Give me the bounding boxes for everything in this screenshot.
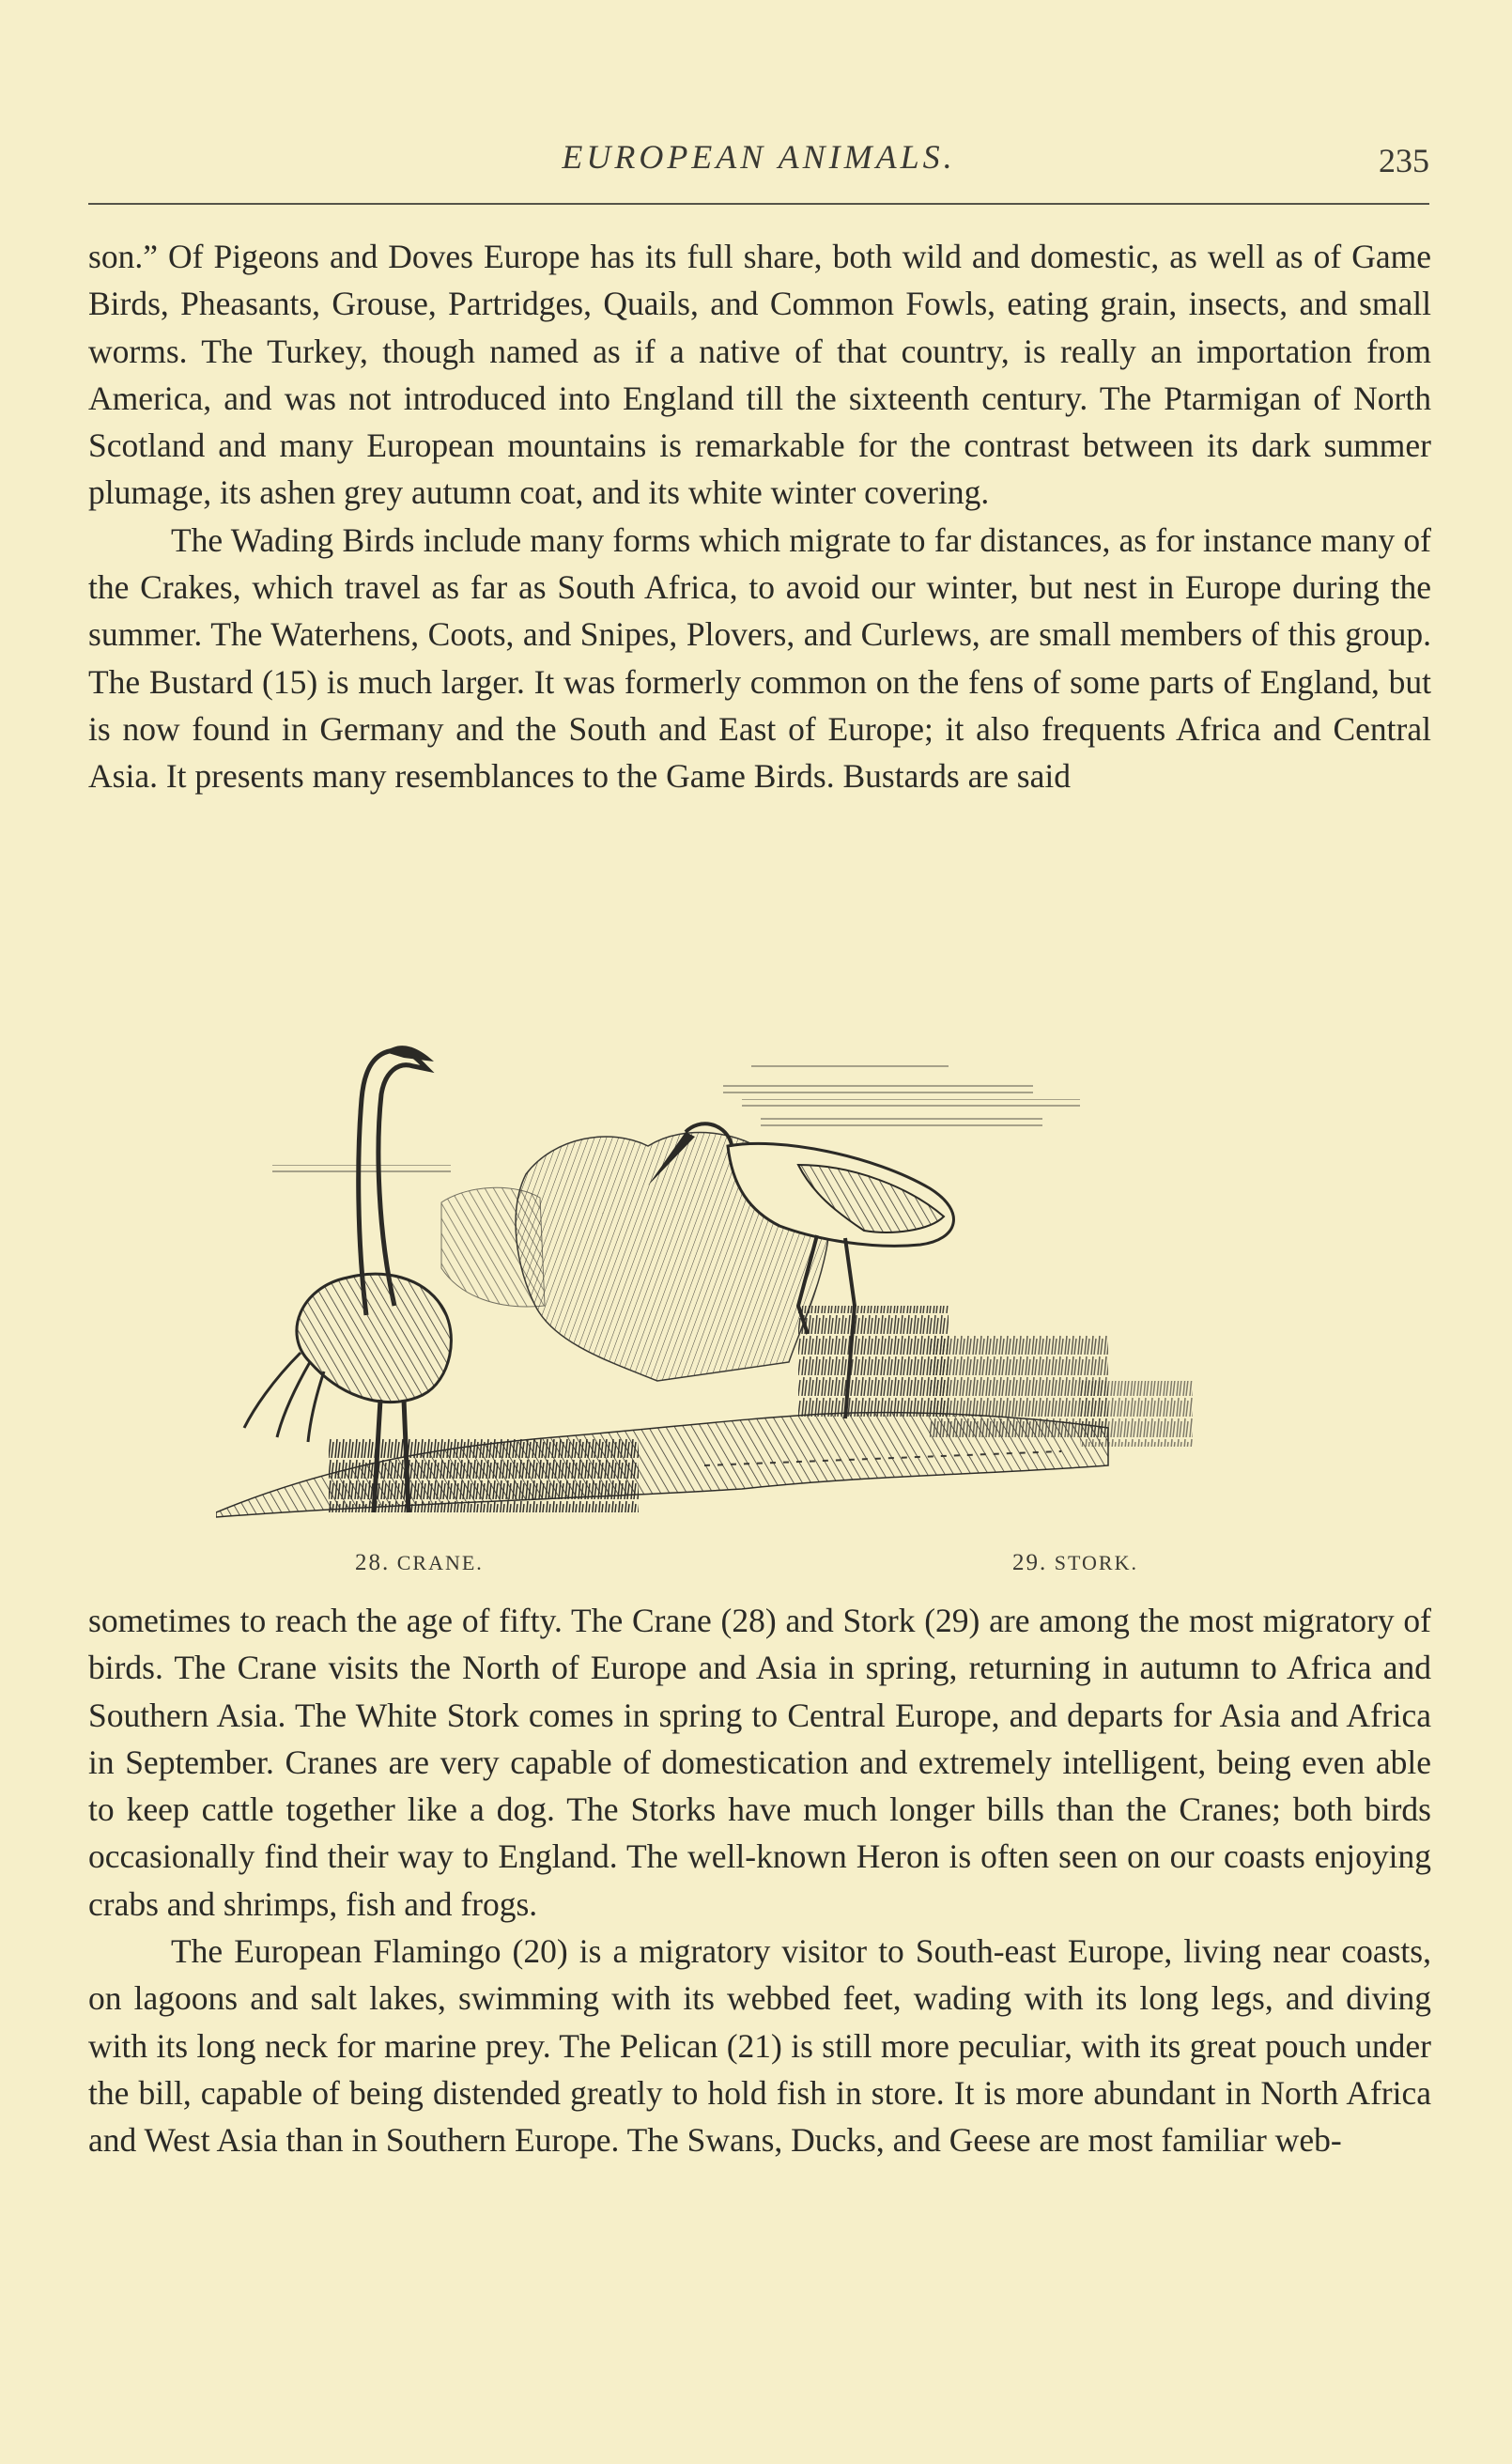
caption-crane — [355, 1550, 484, 1576]
header-rule — [88, 203, 1429, 205]
caption-stork-number: 29. — [1012, 1550, 1048, 1575]
caption-stork-label: STORK. — [1054, 1551, 1138, 1574]
body-text-top — [88, 233, 1431, 800]
caption-crane-number: 28. — [355, 1550, 391, 1575]
running-head: EUROPEAN ANIMALS. — [562, 138, 956, 176]
paragraph-wading-birds: The Wading Birds include many forms which migrate to far distances, as for instance many of the Crakes, which travel as far as South Africa, to avoid our winter, but nest in Europe during the summer. The Waterhens, Coots, and Snipes, Plovers, and Curlews, are small members of this group. The Bustard (15) is much larger. It was formerly common on the fens of some parts of England, but is now found in Germany and the South and East of Europe; it also frequents Africa and Central Asia. It presents many resemblances to the Game Birds. Bustards are said — [88, 520, 1431, 796]
caption-stork — [1012, 1550, 1138, 1576]
paragraph-pigeons: son.” Of Pigeons and Doves Europe has its full share, both wild and domestic, as well as of Game Birds, Pheasants, Grouse, Partridges, Quails, and Common Fowls, eating grain, insects, and small worms. The Turkey, though named as if a native of that country, is really an importation from America, and was not introduced into England till the sixteenth century. The Ptarmigan of North Scotland and many European mountains is remarkable for the contrast between its dark summer plumage, its ashen grey autumn coat, and its white winter covering. — [88, 238, 1431, 512]
page-number: 235 — [1379, 142, 1429, 179]
engraving-crane-and-stork — [216, 1024, 1296, 1531]
caption-crane-label: CRANE. — [396, 1551, 484, 1574]
page-header — [88, 137, 1429, 194]
engraving-illustration — [216, 1024, 1296, 1531]
body-text-bottom — [88, 1597, 1431, 2164]
paragraph-crane-stork: sometimes to reach the age of fifty. The Crane (28) and Stork (29) are among the most migratory of birds. The Crane visits the North of Europe and Asia in spring, returning in autumn to Africa and Southern Asia. The White Stork comes in spring to Central Europe, and departs for Asia and Africa in September. Cranes are very capable of domestication and extremely intelligent, being even able to keep cattle together like a dog. The Storks have much longer bills than the Cranes; both birds occasionally find their way to England. The well-known Heron is often seen on our coasts enjoying crabs and shrimps, fish and frogs. — [88, 1602, 1431, 1923]
paragraph-flamingo: The European Flamingo (20) is a migratory visitor to South-east Europe, living near coasts, on lagoons and salt lakes, swimming with its webbed feet, wading with its long legs, and diving with its long neck for marine prey. The Pelican (21) is still more peculiar, with its great pouch under the bill, capable of being distended greatly to hold fish in store. It is more abundant in North Africa and West Asia than in Southern Europe. The Swans, Ducks, and Geese are most familiar web- — [88, 1932, 1431, 2160]
